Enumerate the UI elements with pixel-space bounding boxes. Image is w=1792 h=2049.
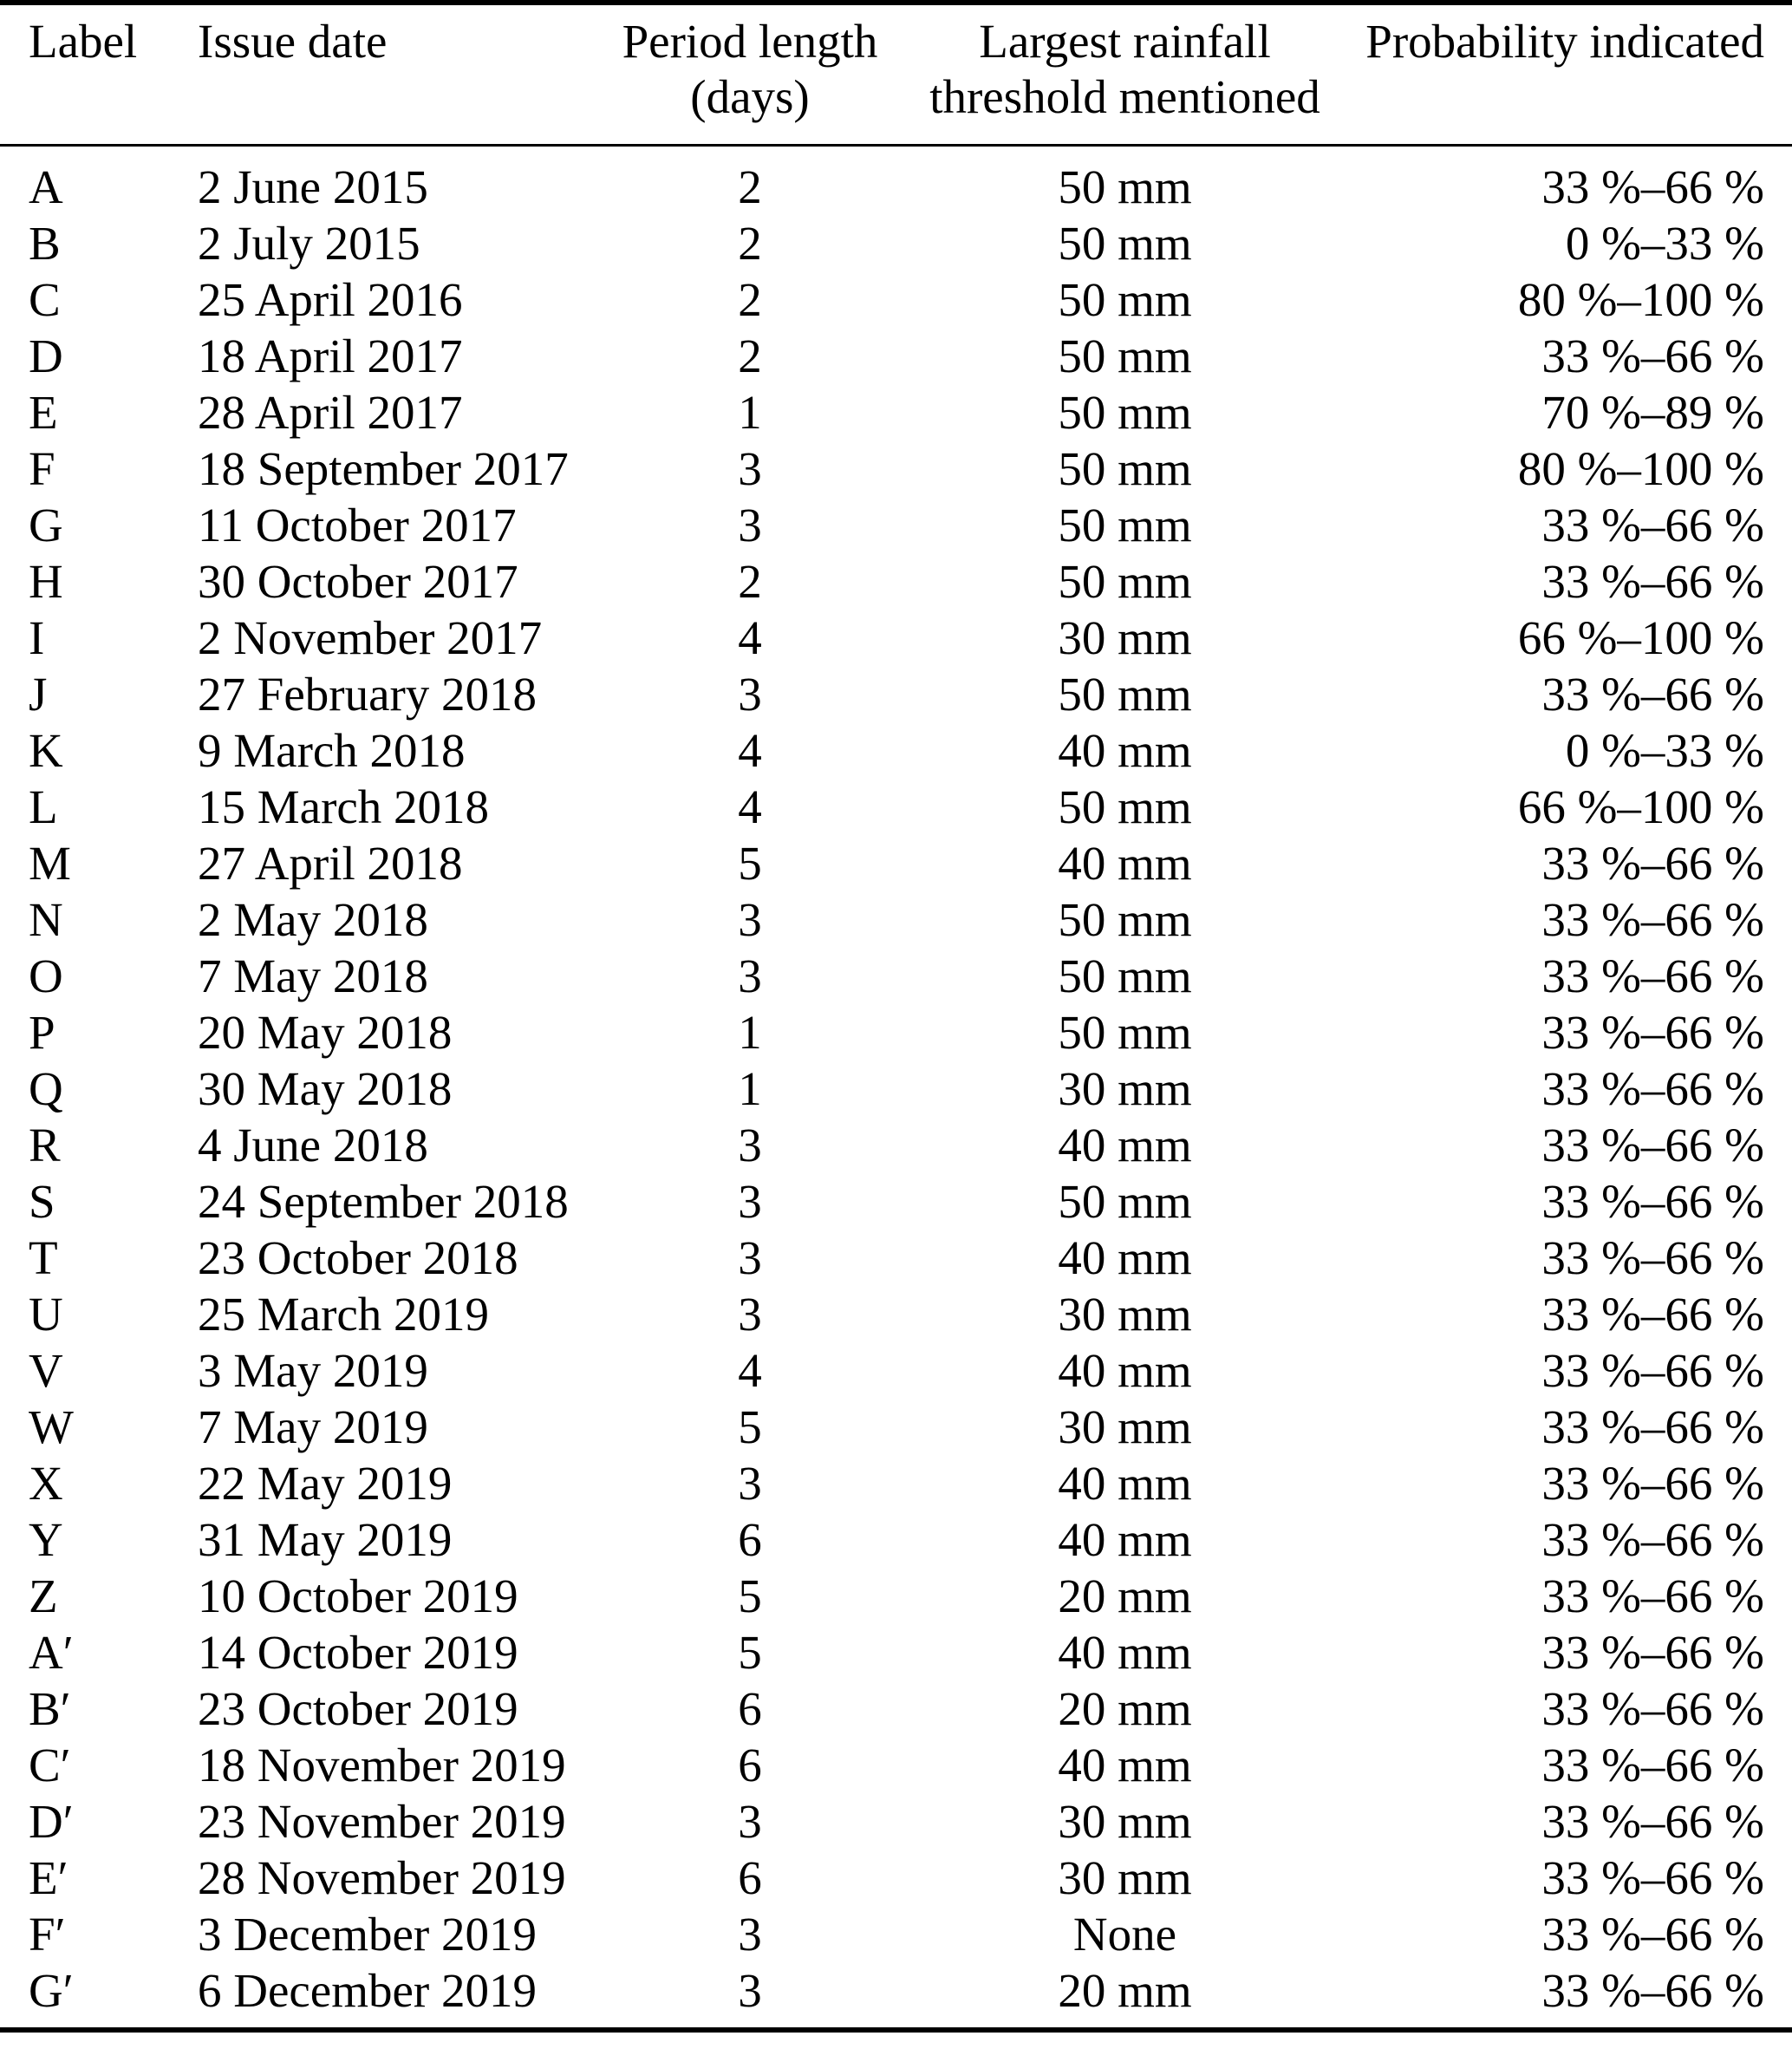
table-row: [0, 1455, 1792, 1511]
cell-probability: 33 %–66 %: [1541, 1400, 1764, 1453]
cell-probability: 0 %–33 %: [1565, 724, 1764, 777]
cell-label: D′: [29, 1795, 74, 1848]
cell-probability: 33 %–66 %: [1541, 1908, 1764, 1961]
cell-probability: 33 %–66 %: [1541, 1795, 1764, 1848]
table-body: [0, 146, 1792, 2031]
cell-label: S: [29, 1175, 55, 1228]
cell-issue-date: 7 May 2018: [198, 949, 428, 1002]
cell-label: B′: [29, 1682, 71, 1735]
cell-period-length: 2: [738, 330, 762, 382]
column-header-period-length-line1: Period length: [622, 15, 878, 68]
cell-issue-date: 31 May 2019: [198, 1513, 453, 1566]
cell-label: G: [29, 499, 63, 551]
table-row: [0, 1399, 1792, 1455]
cell-issue-date: 4 June 2018: [198, 1119, 428, 1171]
cell-issue-date: 25 April 2016: [198, 273, 463, 326]
cell-period-length: 3: [738, 1231, 762, 1284]
cell-label: Z: [29, 1569, 58, 1622]
cell-issue-date: 10 October 2019: [198, 1569, 518, 1622]
table-row: [0, 1511, 1792, 1568]
cell-issue-date: 11 October 2017: [198, 499, 517, 551]
cell-issue-date: 20 May 2018: [198, 1006, 453, 1059]
cell-probability: 33 %–66 %: [1541, 837, 1764, 890]
cell-issue-date: 24 September 2018: [198, 1175, 569, 1228]
cell-period-length: 3: [738, 1288, 762, 1341]
table-row: [0, 1173, 1792, 1230]
cell-label: K: [29, 724, 63, 777]
table-row: [0, 610, 1792, 666]
cell-threshold: 50 mm: [1058, 386, 1192, 439]
cell-period-length: 6: [738, 1739, 762, 1791]
cell-period-length: 4: [738, 780, 762, 833]
cell-label: L: [29, 780, 58, 833]
cell-period-length: 4: [738, 724, 762, 777]
cell-threshold: 50 mm: [1058, 668, 1192, 721]
cell-probability: 33 %–66 %: [1541, 668, 1764, 721]
column-header-probability-text: Probability indicated: [1365, 15, 1764, 68]
cell-period-length: 3: [738, 668, 762, 721]
table-row: [0, 1342, 1792, 1399]
column-header-threshold: [923, 3, 1326, 146]
cell-issue-date: 27 February 2018: [198, 668, 538, 721]
cell-threshold: 20 mm: [1058, 1569, 1192, 1622]
cell-probability: 33 %–66 %: [1541, 499, 1764, 551]
table-row: [0, 1850, 1792, 1906]
cell-probability: 33 %–66 %: [1541, 1851, 1764, 1904]
cell-probability: 33 %–66 %: [1541, 330, 1764, 382]
table-row: [0, 384, 1792, 440]
cell-probability: 33 %–66 %: [1541, 1626, 1764, 1679]
cell-probability: 80 %–100 %: [1517, 442, 1764, 495]
cell-label: A′: [29, 1626, 74, 1679]
cell-issue-date: 2 June 2015: [198, 160, 428, 213]
cell-probability: 33 %–66 %: [1541, 1231, 1764, 1284]
table-row: [0, 1286, 1792, 1342]
cell-threshold: 40 mm: [1058, 1344, 1192, 1397]
cell-label: E′: [29, 1851, 68, 1904]
cell-threshold: 40 mm: [1058, 1231, 1192, 1284]
cell-issue-date: 28 November 2019: [198, 1851, 566, 1904]
cell-period-length: 3: [738, 499, 762, 551]
cell-period-length: 3: [738, 1964, 762, 2017]
cell-period-length: 5: [738, 1400, 762, 1453]
cell-issue-date: 30 October 2017: [198, 555, 518, 608]
cell-label: T: [29, 1231, 58, 1284]
cell-period-length: 3: [738, 1457, 762, 1510]
cell-period-length: 3: [738, 893, 762, 946]
table-row: [0, 1793, 1792, 1850]
column-header-label: [0, 3, 169, 146]
header-row: [0, 3, 1792, 146]
cell-probability: 33 %–66 %: [1541, 1119, 1764, 1171]
table-row: [0, 1737, 1792, 1793]
cell-label: E: [29, 386, 58, 439]
cell-label: M: [29, 837, 71, 890]
cell-label: A: [29, 160, 63, 213]
cell-issue-date: 18 November 2019: [198, 1739, 566, 1791]
table-row: [0, 146, 1792, 216]
cell-label: H: [29, 555, 63, 608]
cell-threshold: 30 mm: [1058, 1851, 1192, 1904]
table-row: [0, 1624, 1792, 1680]
table-row: [0, 948, 1792, 1004]
column-header-issue-date-text: Issue date: [198, 15, 388, 68]
table-row: [0, 1680, 1792, 1737]
cell-period-length: 1: [738, 386, 762, 439]
cell-threshold: 30 mm: [1058, 1288, 1192, 1341]
cell-period-length: 3: [738, 949, 762, 1002]
cell-threshold: 50 mm: [1058, 499, 1192, 551]
cell-label: J: [29, 668, 48, 721]
table-row: [0, 440, 1792, 497]
cell-issue-date: 18 April 2017: [198, 330, 463, 382]
table-row: [0, 1962, 1792, 2030]
table-row: [0, 328, 1792, 384]
cell-period-length: 3: [738, 1795, 762, 1848]
cell-probability: 0 %–33 %: [1565, 217, 1764, 270]
cell-issue-date: 3 May 2019: [198, 1344, 428, 1397]
cell-threshold: 50 mm: [1058, 893, 1192, 946]
cell-label: W: [29, 1400, 74, 1453]
table-row: [0, 1004, 1792, 1060]
table-row: [0, 1906, 1792, 1962]
table-row: [0, 271, 1792, 328]
column-header-period-length: [577, 3, 923, 146]
cell-label: B: [29, 217, 61, 270]
cell-threshold: 40 mm: [1058, 724, 1192, 777]
table-row: [0, 779, 1792, 835]
cell-threshold: None: [1072, 1908, 1177, 1961]
cell-probability: 33 %–66 %: [1541, 555, 1764, 608]
cell-threshold: 40 mm: [1058, 1513, 1192, 1566]
cell-issue-date: 28 April 2017: [198, 386, 463, 439]
cell-label: F′: [29, 1908, 66, 1961]
cell-threshold: 40 mm: [1058, 837, 1192, 890]
table-row: [0, 722, 1792, 779]
table-header: [0, 3, 1792, 146]
cell-threshold: 50 mm: [1058, 555, 1192, 608]
cell-probability: 66 %–100 %: [1517, 611, 1764, 664]
cell-threshold: 20 mm: [1058, 1682, 1192, 1735]
cell-period-length: 2: [738, 555, 762, 608]
cell-threshold: 30 mm: [1058, 1062, 1192, 1115]
cell-threshold: 30 mm: [1058, 611, 1192, 664]
cell-threshold: 50 mm: [1058, 949, 1192, 1002]
cell-probability: 70 %–89 %: [1541, 386, 1764, 439]
cell-issue-date: 2 November 2017: [198, 611, 543, 664]
cell-period-length: 5: [738, 837, 762, 890]
cell-threshold: 40 mm: [1058, 1119, 1192, 1171]
cell-issue-date: 23 November 2019: [198, 1795, 566, 1848]
cell-period-length: 5: [738, 1626, 762, 1679]
cell-threshold: 50 mm: [1058, 780, 1192, 833]
cell-issue-date: 7 May 2019: [198, 1400, 428, 1453]
table-row: [0, 215, 1792, 271]
cell-issue-date: 30 May 2018: [198, 1062, 453, 1115]
cell-period-length: 2: [738, 217, 762, 270]
cell-period-length: 1: [738, 1062, 762, 1115]
cell-probability: 33 %–66 %: [1541, 1682, 1764, 1735]
cell-threshold: 50 mm: [1058, 1175, 1192, 1228]
cell-issue-date: 18 September 2017: [198, 442, 569, 495]
cell-threshold: 50 mm: [1058, 1006, 1192, 1059]
table-row: [0, 891, 1792, 948]
cell-threshold: 40 mm: [1058, 1739, 1192, 1791]
cell-probability: 33 %–66 %: [1541, 1175, 1764, 1228]
cell-probability: 33 %–66 %: [1541, 949, 1764, 1002]
table-row: [0, 497, 1792, 553]
cell-probability: 33 %–66 %: [1541, 1457, 1764, 1510]
column-header-threshold-line1: Largest rainfall: [979, 15, 1271, 68]
cell-issue-date: 27 April 2018: [198, 837, 463, 890]
cell-threshold: 30 mm: [1058, 1400, 1192, 1453]
column-header-issue-date: [169, 3, 577, 146]
cell-probability: 33 %–66 %: [1541, 1344, 1764, 1397]
cell-period-length: 6: [738, 1682, 762, 1735]
cell-probability: 33 %–66 %: [1541, 1513, 1764, 1566]
cell-label: O: [29, 949, 63, 1002]
cell-issue-date: 23 October 2019: [198, 1682, 518, 1735]
cell-period-length: 1: [738, 1006, 762, 1059]
cell-label: C′: [29, 1739, 71, 1791]
cell-probability: 66 %–100 %: [1517, 780, 1764, 833]
cell-probability: 80 %–100 %: [1517, 273, 1764, 326]
cell-label: N: [29, 893, 63, 946]
cell-label: U: [29, 1288, 63, 1341]
cell-threshold: 30 mm: [1058, 1795, 1192, 1848]
cell-issue-date: 23 October 2018: [198, 1231, 518, 1284]
cell-threshold: 40 mm: [1058, 1626, 1192, 1679]
cell-period-length: 2: [738, 160, 762, 213]
cell-label: P: [29, 1006, 55, 1059]
cell-label: V: [29, 1344, 63, 1397]
cell-period-length: 2: [738, 273, 762, 326]
cell-label: G′: [29, 1964, 74, 2017]
cell-issue-date: 3 December 2019: [198, 1908, 537, 1961]
cell-period-length: 3: [738, 1175, 762, 1228]
cell-label: F: [29, 442, 55, 495]
cell-issue-date: 9 March 2018: [198, 724, 466, 777]
cell-threshold: 50 mm: [1058, 160, 1192, 213]
cell-probability: 33 %–66 %: [1541, 1569, 1764, 1622]
cell-period-length: 4: [738, 1344, 762, 1397]
table-row: [0, 1060, 1792, 1117]
cell-probability: 33 %–66 %: [1541, 1006, 1764, 1059]
cell-probability: 33 %–66 %: [1541, 1964, 1764, 2017]
cell-label: D: [29, 330, 63, 382]
cell-period-length: 6: [738, 1851, 762, 1904]
cell-threshold: 20 mm: [1058, 1964, 1192, 2017]
cell-probability: 33 %–66 %: [1541, 160, 1764, 213]
table-row: [0, 1568, 1792, 1624]
cell-probability: 33 %–66 %: [1541, 1739, 1764, 1791]
cell-label: R: [29, 1119, 61, 1171]
cell-period-length: 3: [738, 442, 762, 495]
column-header-period-length-line2: (days): [690, 70, 810, 123]
cell-probability: 33 %–66 %: [1541, 1288, 1764, 1341]
cell-issue-date: 6 December 2019: [198, 1964, 537, 2017]
cell-probability: 33 %–66 %: [1541, 1062, 1764, 1115]
cell-label: Y: [29, 1513, 63, 1566]
cell-period-length: 4: [738, 611, 762, 664]
cell-threshold: 50 mm: [1058, 442, 1192, 495]
cell-period-length: 5: [738, 1569, 762, 1622]
table-row: [0, 553, 1792, 610]
table-row: [0, 835, 1792, 891]
cell-threshold: 50 mm: [1058, 217, 1192, 270]
cell-issue-date: 2 July 2015: [198, 217, 420, 270]
cell-issue-date: 14 October 2019: [198, 1626, 518, 1679]
cell-period-length: 3: [738, 1119, 762, 1171]
cell-label: Q: [29, 1062, 63, 1115]
cell-probability: 33 %–66 %: [1541, 893, 1764, 946]
cell-issue-date: 15 March 2018: [198, 780, 490, 833]
cell-label: X: [29, 1457, 63, 1510]
table-row: [0, 666, 1792, 722]
table-row: [0, 1230, 1792, 1286]
table-row: [0, 1117, 1792, 1173]
cell-issue-date: 25 March 2019: [198, 1288, 490, 1341]
cell-issue-date: 22 May 2019: [198, 1457, 453, 1510]
cell-label: C: [29, 273, 61, 326]
column-header-threshold-line2: threshold mentioned: [929, 70, 1320, 123]
column-header-label-text: Label: [29, 15, 138, 68]
cell-label: I: [29, 611, 45, 664]
cell-threshold: 50 mm: [1058, 273, 1192, 326]
cell-period-length: 3: [738, 1908, 762, 1961]
cell-threshold: 40 mm: [1058, 1457, 1192, 1510]
cell-period-length: 6: [738, 1513, 762, 1566]
column-header-probability: [1326, 3, 1792, 146]
cell-threshold: 50 mm: [1058, 330, 1192, 382]
cell-issue-date: 2 May 2018: [198, 893, 428, 946]
